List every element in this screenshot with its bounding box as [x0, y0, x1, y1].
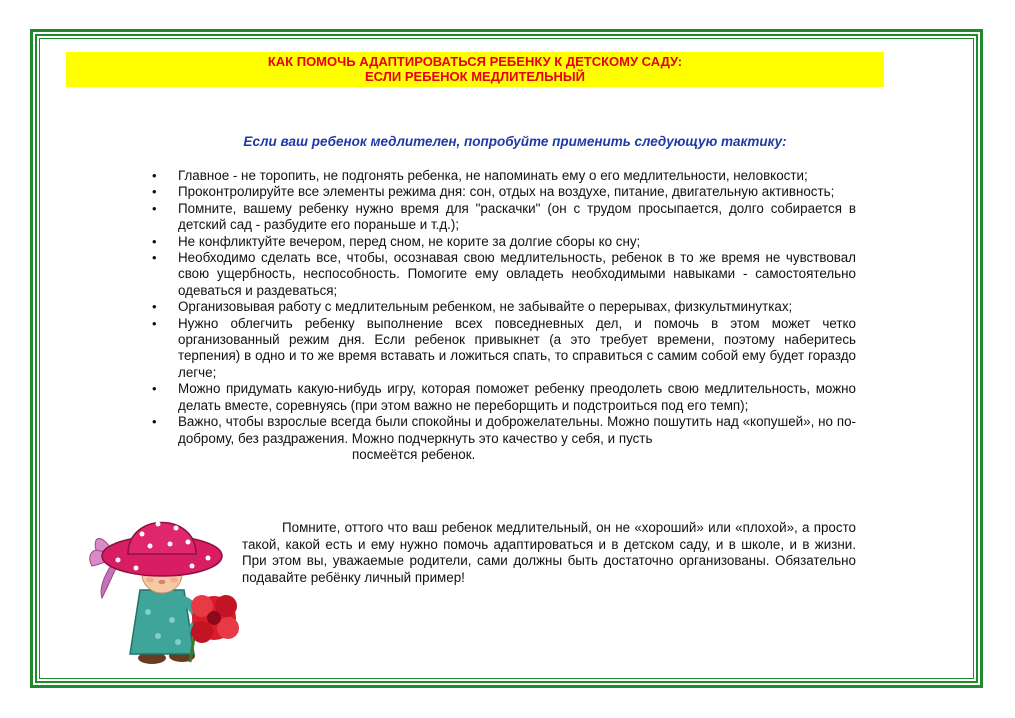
tip-text: Организовывая работу с медлительным ребенком, не забывайте о перерывах, физкультминутках;	[178, 299, 793, 315]
list-item	[150, 414, 856, 463]
tip-text: Необходимо сделать все, чтобы, осознавая свою медлительность, ребенок в то же время не чувствовал свою ущербность, неспособность. Помогите ему овладеть необходимыми навыками - самостоятельно одеваться и раздеваться;	[178, 250, 856, 298]
tip-text-tail: посмеётся ребенок.	[352, 446, 476, 462]
list-item	[150, 201, 856, 234]
bullet: •	[152, 184, 157, 200]
tip-text: Важно, чтобы взрослые всегда были спокойны и доброжелательны. Можно пошутить над «копушей», но по-доброму, без раздражения. Можно подчеркнуть это качество у себя, и пусть	[178, 414, 856, 446]
tip-text: Главное - не торопить, не подгонять ребенка, не напоминать ему о его медлительности, неловкости;	[178, 168, 808, 183]
tip-text: Нужно облегчить ребенку выполнение всех повседневных дел, и помочь в этом может четко организованный режим дня. Если ребенок привыкнет (а это требует времени, поэтому наберитесь терпения) в одно и то же время вставать и ложиться спать, то справиться с самим собой ему будет гораздо легче;	[178, 315, 856, 380]
subtitle: Если ваш ребенок медлителен, попробуйте применить следующую тактику:	[243, 134, 787, 149]
bullet: •	[152, 381, 157, 397]
list-item	[150, 250, 856, 299]
tip-text: Проконтролируйте все элементы режима дня: сон, отдых на воздухе, питание, двигательную активность;	[178, 184, 835, 200]
list-item	[150, 234, 856, 250]
list-item	[150, 381, 856, 414]
tip-text: Помните, вашему ребенку нужно время для "раскачки" (он с трудом просыпается, долго собирается в детский сад - разбудите его пораньше и т.д.);	[178, 200, 856, 233]
bullet: •	[152, 250, 157, 266]
closing-paragraph: Помните, оттого что ваш ребенок медлительный, он не «хороший» или «плохой», а просто такой, какой есть и ему нужно помочь адаптироваться и в детском саду, и в школе, и в жизни. При этом вы, уважаемые родители, сами должны быть достаточно организованы. Обязательно подавайте ребёнку личный пример!	[242, 520, 856, 585]
list-item	[150, 168, 856, 184]
title-banner	[66, 52, 884, 87]
bullet: •	[152, 299, 157, 315]
bullet: •	[152, 414, 157, 430]
tips-list	[150, 168, 856, 463]
bullet: •	[152, 200, 157, 216]
list-item	[150, 299, 856, 315]
bullet: •	[152, 233, 157, 249]
bullet: •	[152, 315, 157, 331]
tip-text: Можно придумать какую-нибудь игру, которая поможет ребенку преодолеть свою медлительность, можно делать вместе, соревнуясь (при этом важно не переборщить и подстроиться под его темп);	[178, 381, 856, 413]
child-illustration	[78, 494, 246, 670]
list-item	[150, 184, 856, 200]
list-item	[150, 316, 856, 382]
title-line-2: ЕСЛИ РЕБЕНОК МЕДЛИТЕЛЬНЫЙ	[365, 69, 585, 84]
tip-text: Не конфликтуйте вечером, перед сном, не корите за долгие сборы ко сну;	[178, 233, 641, 249]
bullet: •	[152, 168, 157, 183]
title-line-1: КАК ПОМОЧЬ АДАПТИРОВАТЬСЯ РЕБЕНКУ К ДЕТСКОМУ САДУ:	[267, 54, 683, 69]
